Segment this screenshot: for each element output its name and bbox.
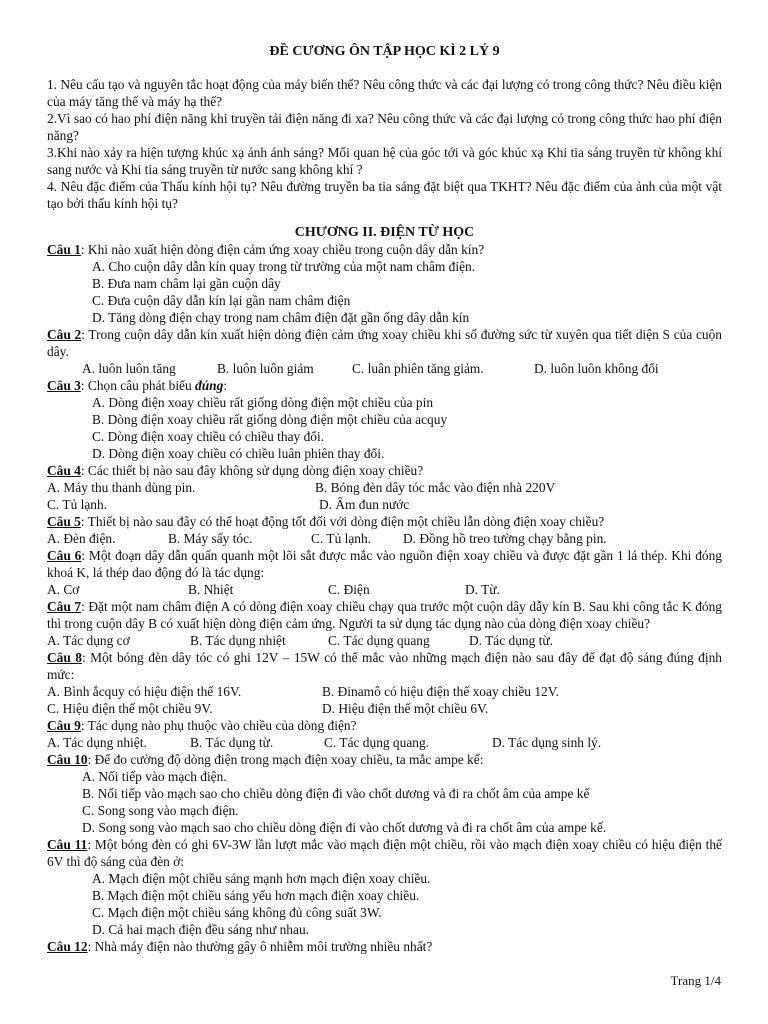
answer-row — [47, 734, 722, 751]
question-label: Câu 5 — [47, 514, 81, 529]
answer-row — [47, 479, 722, 496]
answer-d: D. Tăng dòng điện chạy trong nam châm điện đặt gần ống dây dẫn kín — [92, 310, 470, 325]
answer-row — [47, 700, 722, 717]
answer-d: D. Dòng điện xoay chiều có chiều luân phiên thay đổi. — [92, 446, 385, 461]
answer-c: C. Tác dụng quang — [328, 633, 430, 648]
question-5 — [47, 513, 722, 530]
answer-a: A. Máy thu thanh dùng pin. — [47, 480, 196, 495]
answer-c: C. Điện — [328, 582, 370, 597]
answer-c: C. luân phiên tăng giảm. — [352, 361, 484, 376]
question-text: : Các thiết bị nào sau đây không sử dụng dòng điện xoay chiều? — [80, 463, 424, 478]
answer-a: A. Cơ — [47, 582, 80, 597]
answer-b: B. Đinamô có hiệu điện thế xoay chiều 12V. — [322, 684, 560, 699]
question-label: Câu 11 — [47, 837, 88, 852]
question-text: : Đặt một nam châm điện A có dòng điện xoay chiều chạy qua trước một cuộn dây dẫy kín B. Sau khi công tắc K đóng thì trong cuộn dây B có xuất hiện dòng điện cảm ứng. Người ta sử dụng tác dụng nào của dòng điện xoay chiều? — [47, 599, 722, 631]
answer-b: B. Dòng điện xoay chiều rất giống dòng điện một chiều của acquy — [92, 412, 448, 427]
question-7 — [47, 598, 722, 632]
answer-d: D. Đồng hồ treo tường chạy bằng pin. — [403, 531, 607, 546]
answer-a: A. luôn luôn tăng — [82, 361, 176, 376]
answer-a: A. Mạch điện một chiều sáng mạnh hơn mạch điện xoay chiều. — [92, 871, 431, 886]
question-text: : Một bóng đèn dây tóc có ghi 12V – 15W có thể mắc vào những mạch điện nào sau đây để đạt độ sáng đúng định mức: — [47, 650, 722, 682]
intro-item-3: 3.Khi nào xảy ra hiện tượng khúc xạ ánh ánh sáng? Mối quan hệ của góc tới và góc khúc xạ Khi tia sáng truyền từ không khí sang nước và Khi tia sáng truyền từ nước sang không khí ? — [47, 145, 722, 177]
answer-row — [47, 581, 722, 598]
answer-row — [47, 632, 722, 649]
question-9 — [47, 717, 722, 734]
document-title: ĐỀ CƯƠNG ÔN TẬP HỌC KÌ 2 LÝ 9 — [269, 44, 500, 59]
answer-a: A. Dòng điện xoay chiều rất giống dòng điện một chiều của pin — [92, 395, 434, 410]
question-3 — [47, 377, 722, 394]
question-emphasis: đúng — [195, 378, 224, 393]
answer-d: D. Tác dụng từ. — [469, 633, 553, 648]
answer-d: D. Hiệu điện thế một chiều 6V. — [322, 701, 489, 716]
answer-c: C. Dòng điện xoay chiều có chiều thay đổi. — [92, 429, 325, 444]
answer-c: C. Tác dụng quang. — [324, 735, 429, 750]
answer-b: B. Bóng đèn dây tóc mắc vào điện nhà 220V — [315, 480, 556, 495]
answer-c: C. Tủ lạnh. — [47, 497, 108, 512]
question-label: Câu 9 — [47, 718, 81, 733]
question-text: : Để đo cường độ dòng điện trong mạch điện xoay chiều, ta mắc ampe kế: — [87, 752, 484, 767]
question-text: : Khi nào xuất hiện dòng điện cảm ứng xoay chiều trong cuộn dây dẫn kín? — [80, 242, 485, 257]
question-label: Câu 6 — [47, 548, 82, 563]
answer-c: C. Tủ lạnh. — [311, 531, 372, 546]
answer-c: C. Mạch điện một chiều sáng không đủ công suất 3W. — [92, 905, 382, 920]
question-label: Câu 10 — [47, 752, 88, 767]
answer-a: A. Đèn điện. — [47, 531, 116, 546]
answer-b: B. Nhiệt — [188, 582, 234, 597]
question-label: Câu 12 — [47, 939, 88, 954]
question-text: : Thiết bị nào sau đây có thể hoạt động tốt đối với dòng điện một chiều lẫn dòng điện xoay chiều? — [80, 514, 605, 529]
intro-item-4: 4. Nêu đặc điểm của Thấu kính hội tụ? Nêu đường truyền ba tia sáng đặt biệt qua TKHT? Nêu đặc điểm của ảnh của một vật tạo bởi thấu kính hội tụ? — [47, 179, 722, 211]
question-10 — [47, 751, 722, 768]
question-12 — [47, 938, 722, 955]
intro-section — [47, 76, 722, 212]
question-text: : Một bóng đèn có ghi 6V-3W lần lượt mắc vào mạch điện một chiều, rồi vào mạch điện xoay chiều có hiệu điện thế 6V thì độ sáng của đèn ở: — [47, 837, 722, 869]
answer-b: B. Máy sấy tóc. — [168, 531, 253, 546]
question-2 — [47, 326, 722, 360]
question-1 — [47, 241, 722, 258]
question-text: : Trong cuộn dây dẫn kín xuất hiện dòng điện cảm ứng xoay chiều khi số đường sức từ xuyên qua tiết diện S của cuộn dây. — [47, 327, 722, 359]
page-number: Trang 1/4 — [670, 973, 721, 988]
question-6 — [47, 547, 722, 581]
answer-a: A. Tác dụng nhiệt. — [47, 735, 147, 750]
answer-c: C. Song song vào mạch điện. — [82, 803, 239, 818]
question-4 — [47, 462, 722, 479]
answer-row — [47, 496, 722, 513]
answer-b: B. Mạch điện một chiều sáng yếu hơn mạch điện xoay chiều. — [92, 888, 420, 903]
question-label: Câu 8 — [47, 650, 82, 665]
answer-b: B. Tác dụng nhiệt — [190, 633, 286, 648]
question-8 — [47, 649, 722, 683]
document-page — [47, 43, 722, 955]
answer-b: B. Tác dụng từ. — [190, 735, 274, 750]
answer-a: A. Cho cuộn dây dẫn kín quay trong từ trường của một nam châm điện. — [92, 259, 476, 274]
intro-item-1: 1. Nêu cấu tạo và nguyên tắc hoạt động của máy biến thế? Nêu công thức và các đại lượng có trong công thức? Nêu điều kiện của máy tăng thế và máy hạ thế? — [47, 77, 722, 109]
question-label: Câu 7 — [47, 599, 82, 614]
question-11 — [47, 836, 722, 870]
question-label: Câu 1 — [47, 242, 81, 257]
answer-b: B. Nối tiếp vào mạch sao cho chiều dòng điện đi vào chốt dương và đi ra chốt âm của ampe kế — [82, 786, 590, 801]
intro-item-2: 2.Vì sao có hao phí điện năng khi truyền tải điện năng đi xa? Nêu công thức và các đại lượng có trong công thức hao phí điện năng? — [47, 111, 722, 143]
question-text: : Một đoạn dây dẫn quấn quanh một lõi sắt được mắc vào nguồn điện xoay chiều và được đặt gần 1 lá thép. Khi đóng khoá K, lá thép dao động đó là tác dụng: — [47, 548, 722, 580]
question-label: Câu 3 — [47, 378, 81, 393]
answer-b: B. luôn luôn giảm — [217, 361, 314, 376]
answer-c: C. Hiệu điện thế một chiều 9V. — [47, 701, 213, 716]
answer-a: A. Nối tiếp vào mạch điện. — [82, 769, 227, 784]
question-tail: : — [223, 378, 228, 393]
answer-a: A. Bình ắcquy có hiệu điện thế 16V. — [47, 684, 242, 699]
answer-row — [47, 530, 722, 547]
answer-d: D. Tác dụng sinh lý. — [492, 735, 602, 750]
question-text: : Tác dụng nào phụ thuộc vào chiều của dòng điện? — [80, 718, 357, 733]
answer-d: D. Ấm đun nước — [319, 497, 410, 512]
answer-b: B. Đưa nam châm lại gần cuộn dây — [92, 276, 281, 291]
answer-d: D. Song song vào mạch sao cho chiều dòng điện đi vào chốt dương và đi ra chốt âm của ampe kế. — [82, 820, 607, 835]
answer-d: D. Cả hai mạch điện đều sáng như nhau. — [92, 922, 309, 937]
question-text: : Chọn câu phát biểu — [80, 378, 196, 393]
answer-d: D. Từ. — [465, 582, 500, 597]
answer-row — [47, 683, 722, 700]
answer-row — [82, 360, 722, 377]
question-label: Câu 4 — [47, 463, 81, 478]
answer-a: A. Tác dụng cơ — [47, 633, 130, 648]
answer-c: C. Đưa cuộn dây dẫn kín lại gần nam châm điện — [92, 293, 351, 308]
answer-d: D. luôn luôn không đổi — [534, 361, 659, 376]
chapter-heading: CHƯƠNG II. ĐIỆN TỪ HỌC — [294, 225, 475, 240]
question-label: Câu 2 — [47, 327, 82, 342]
question-text: : Nhà máy điện nào thường gây ô nhiễm môi trường nhiều nhất? — [87, 939, 433, 954]
